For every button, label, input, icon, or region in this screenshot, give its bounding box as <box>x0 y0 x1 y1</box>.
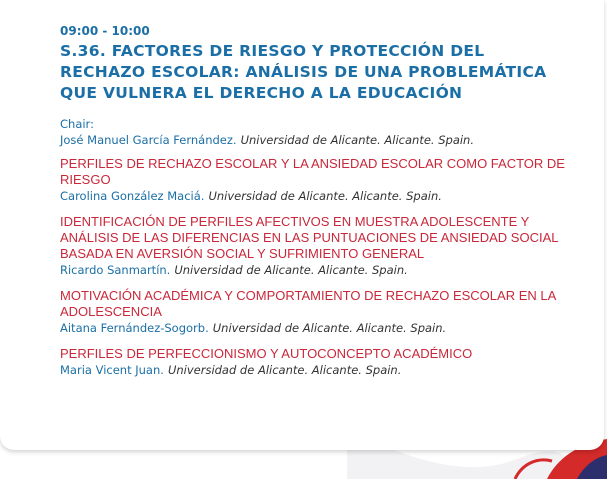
talk-item <box>60 214 574 278</box>
chair-person <box>60 132 574 148</box>
talk-item <box>60 346 574 378</box>
chair-name: José Manuel García Fernández. <box>60 133 237 147</box>
talk-author <box>60 320 574 336</box>
author-name: Aitana Fernández-Sogorb. <box>60 321 209 335</box>
author-affiliation: Universidad de Alicante. Alicante. Spain. <box>167 363 402 377</box>
author-name: Ricardo Sanmartín. <box>60 263 171 277</box>
talk-title: IDENTIFICACIÓN DE PERFILES AFECTIVOS EN MUESTRA ADOLESCENTE Y ANÁLISIS DE LAS DIFERENCIAS EN LAS PUNTUACIONES DE ANSIEDAD SOCIAL BASADA EN AVERSIÓN SOCIAL Y SUFRIMIENTO GENERAL <box>60 214 558 261</box>
session-time: 09:00 - 10:00 <box>60 24 150 38</box>
talk-item <box>60 288 574 336</box>
talk-title: PERFILES DE PERFECCIONISMO Y AUTOCONCEPTO ACADÉMICO <box>60 346 473 361</box>
talk-author <box>60 188 574 204</box>
author-name: Carolina González Maciá. <box>60 189 205 203</box>
author-name: Maria Vicent Juan. <box>60 363 164 377</box>
author-affiliation: Universidad de Alicante. Alicante. Spain. <box>174 263 408 277</box>
author-affiliation: Universidad de Alicante. Alicante. Spain. <box>208 189 442 203</box>
session-title: S.36. FACTORES DE RIESGO Y PROTECCIÓN DEL RECHAZO ESCOLAR: ANÁLISIS DE UNA PROBLEMÁTICA QUE VULNERA EL DERECHO A LA EDUCACIÓN <box>60 42 547 102</box>
author-affiliation: Universidad de Alicante. Alicante. Spain. <box>212 321 447 335</box>
chair-affiliation: Universidad de Alicante. Alicante. Spain. <box>240 133 474 147</box>
talk-author <box>60 262 574 278</box>
chair-label: Chair: <box>60 117 94 131</box>
talk-author <box>60 362 574 378</box>
talk-title: PERFILES DE RECHAZO ESCOLAR Y LA ANSIEDAD ESCOLAR COMO FACTOR DE RIESGO <box>60 156 565 187</box>
talk-title: MOTIVACIÓN ACADÉMICA Y COMPORTAMIENTO DE RECHAZO ESCOLAR EN LA ADOLESCENCIA <box>60 288 556 319</box>
talk-item <box>60 156 574 204</box>
